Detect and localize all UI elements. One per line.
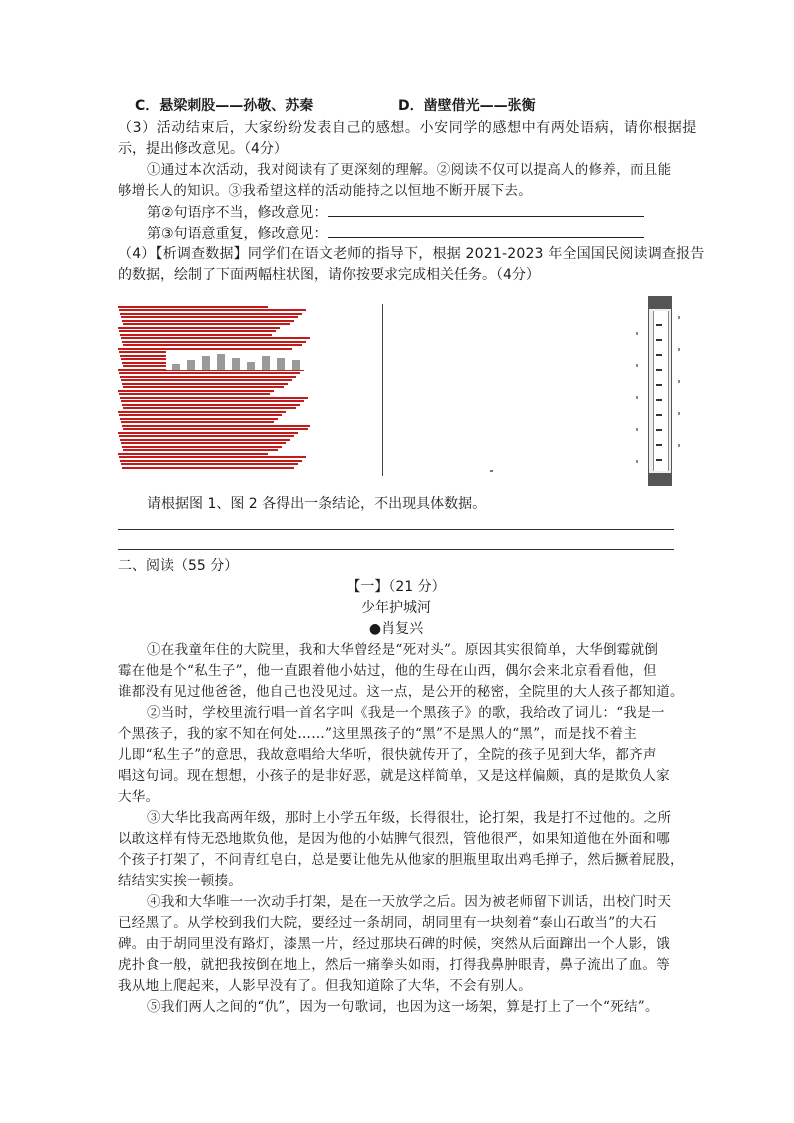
figure-1-noise-line [121, 316, 298, 318]
figure-1-noise-line [120, 334, 272, 336]
section-heading: 二、阅读（55 分） [118, 558, 239, 574]
story-line: ④我和大华唯一一次动手打架，是在一天放学之后。因为被老师留下训话，出校门时天 [147, 894, 672, 910]
story-line: 虎扑食一般，就把我按倒在地上，然后一痛拳头如雨，打得我鼻肿眼青，鼻子流出了血。等 [118, 957, 670, 973]
figure-1-noise-line [121, 442, 286, 444]
figure-1-noise-line [119, 393, 270, 395]
q4-prompt-line2: 的数据，绘制了下面两幅柱状图，请你按要求完成相关任务。（4分） [118, 267, 540, 283]
figure-1-noise-line [118, 306, 268, 308]
figure-1-bars [166, 350, 310, 370]
figure-1-noise-line [119, 330, 276, 332]
figure-1-bar [292, 360, 300, 370]
figure-1-noise-line [123, 449, 278, 451]
q3-prompt-line1: （3）活动结束后，大家纷纷发表自己的感想。小安同学的感想中有两处语病，请你根据提 [118, 120, 697, 136]
strip-top-cap [649, 297, 671, 309]
figure-1-noise-line [122, 383, 288, 385]
story-line: ①在我童年住的大院里，我和大华曾经是“死对头”。原因其实很简单，大华倒霉就倒 [147, 642, 659, 658]
figure-1-noise-line [120, 313, 302, 315]
story-title: 少年护城河 [361, 600, 431, 616]
story-author: ●肖复兴 [368, 621, 424, 637]
figure-1-noise-line [122, 425, 310, 427]
figure-2-side-mark [678, 316, 680, 319]
strip-bottom-cap [649, 473, 671, 485]
figure-1-noise-line [118, 432, 298, 434]
figure-1-noise-line [121, 463, 298, 465]
fix2-label: 第②句语序不当，修改意见： [147, 205, 328, 221]
figure-1-bar [247, 362, 255, 370]
fix2-answer-blank[interactable] [328, 202, 644, 217]
story-line: 已经黑了。从学校到我们大院，要经过一条胡同，胡同里有一块刻着“泰山石敢当”的大石 [118, 915, 657, 931]
figure-2-tick [656, 324, 662, 326]
figure-1-noise-line [123, 323, 290, 325]
figure-1-noise-line [122, 320, 294, 322]
figure-2-side-mark [678, 412, 680, 415]
figure-1-noise-line [122, 404, 300, 406]
figure-1-bar [202, 356, 210, 370]
figure-2-side-mark [636, 460, 638, 463]
q3-quote-line1: ①通过本次活动，我对阅读有了更深刻的理解。②阅读不仅可以提高人的修养，而且能 [147, 162, 672, 178]
figure-2-tick [656, 384, 662, 386]
figure-1-noise-line [120, 397, 308, 399]
figure-2-tick [656, 339, 662, 341]
figure-1-bar [277, 358, 285, 370]
figure-1-noise-line [120, 376, 296, 378]
figure-2-side-mark [636, 396, 638, 399]
figure-1-noise-line [123, 344, 302, 346]
figure-1-noise-line [121, 400, 304, 402]
figure-1-image [118, 304, 310, 472]
option-c: C．悬梁刺股——孙敬、苏秦 [135, 98, 314, 114]
story-line: 霉在他是个“私生子”，他一直跟着他小姑过，他的生母在山西，偶尔会来北京看看他，但 [118, 663, 657, 679]
figure-2-side-mark [678, 380, 680, 383]
q4-instruction: 请根据图 1、图 2 各得出一条结论，不出现具体数据。 [147, 496, 487, 512]
figure-2-side-mark [636, 364, 638, 367]
q3-quote-line2: 够增长人的知识。③我希望这样的活动能持之以恒地不断开展下去。 [118, 183, 532, 199]
story-line: 唱这句词。现在想想，小孩子的是非好恶，就是这样简单，又是这样偏颇，真的是欺负人家 [118, 768, 670, 784]
figure-2-tick [656, 459, 662, 461]
figure-1-bar [232, 358, 240, 370]
figure-2-side-mark [636, 428, 638, 431]
figure-1-noise-line [121, 337, 310, 339]
figure-2-tick [656, 399, 662, 401]
figure-1-noise-line [121, 421, 274, 423]
story-line: 儿即“私生子”的意思，我故意唱给大华听，很快就传开了，全院的孩子见到大华，都齐声 [118, 747, 657, 763]
figure-2-side-mark [678, 444, 680, 447]
figure-1-bar [262, 356, 270, 370]
figure-2-tick [656, 414, 662, 416]
story-line: 谁都没有见过他爸爸，他自己也没见过。这一点，是公开的秘密，全院里的大人孩子都知道。 [118, 684, 684, 700]
figure-1-noise-line [119, 435, 294, 437]
figure-1-bar [187, 360, 195, 370]
q4-prompt-line1: （4）【析调查数据】同学们在语文老师的指导下，根据 2021-2023 年全国国民阅读调查报告 [118, 246, 705, 262]
answer-line-2[interactable] [118, 549, 674, 550]
figure-2-tick [656, 429, 662, 431]
figure-1-noise-line [119, 414, 282, 416]
figure-divider [382, 304, 383, 476]
fix3-row [147, 223, 644, 244]
fix3-answer-blank[interactable] [328, 223, 644, 238]
story-line: 大华。 [118, 789, 160, 805]
answer-line-1[interactable] [118, 529, 674, 530]
story-line: 以敢这样有恃无恐地欺负他，是因为他的小姑脾气很烈，管他很严，如果知道他在外面和哪 [118, 831, 670, 847]
story-line: ③大华比我高两年级，那时上小学五年级，长得很壮，论打架，我是打不过他的。之所 [147, 810, 672, 826]
figure-2-image [634, 296, 684, 484]
figure-1-noise-line [119, 309, 306, 311]
figure-1-noise-line [120, 418, 278, 420]
figure-2-side-mark [678, 348, 680, 351]
story-line: 个黑孩子，我的家不知在何处……”这里黑孩子的“黑”不是黑人的“黑”，而是找不着主 [118, 726, 638, 742]
story-line: 碑。由于胡同里没有路灯，漆黑一片，经过那块石碑的时候，突然从后面蹿出一个人影，饿 [118, 936, 670, 952]
figure-1-bar [217, 354, 225, 370]
option-d: D．凿壁借光——张衡 [398, 98, 536, 114]
story-line: 结结实实挨一顿揍。 [118, 873, 243, 889]
figure-1-noise-line [118, 453, 268, 455]
figure-1-noise-line [119, 456, 306, 458]
figure-2-tick [656, 354, 662, 356]
part-title: 【一】（21 分） [346, 579, 446, 595]
figure-1-noise-line [118, 411, 286, 413]
story-line: ②当时，学校里流行唱一首名字叫《我是一个黑孩子》的歌，我给改了词儿：“我是一 [147, 705, 665, 721]
q3-prompt-line2: 示，提出修改意见。（4分） [118, 141, 288, 157]
chart-figures [118, 296, 686, 484]
figure-2-side-mark [636, 332, 638, 335]
story-line: 我从地上爬起来，人影早没有了。但我知道除了大华，不会有别人。 [118, 978, 532, 994]
figure-1-noise-line [123, 428, 308, 430]
figure-1-noise-line [123, 386, 284, 388]
figure-2-tick [656, 369, 662, 371]
stray-mark [490, 470, 493, 472]
figure-1-noise-line [122, 467, 294, 469]
figure-1-noise-line [119, 372, 300, 374]
story-line: ⑤我们两人之间的“仇”，因为一句歌词，也因为这一场架，算是打上了一个“死结”。 [147, 999, 659, 1015]
figure-1-noise-line [122, 446, 282, 448]
figure-1-noise-line [121, 379, 292, 381]
figure-1-noise-line [120, 439, 290, 441]
figure-1-noise-line [118, 327, 280, 329]
figure-1-noise-line [122, 341, 306, 343]
fix3-label: 第③句语意重复，修改意见： [147, 226, 328, 242]
story-line: 个孩子打架了，不问青红皂白，总是要让他先从他家的胆瓶里取出鸡毛掸子，然后撅着屁股， [118, 852, 684, 868]
figure-1-noise-line [123, 407, 296, 409]
fix2-row [147, 202, 644, 223]
figure-1-noise-line [118, 390, 274, 392]
figure-1-noise-line [120, 460, 302, 462]
figure-2-tick [656, 444, 662, 446]
strip-inner [653, 311, 669, 471]
figure-1-bar [172, 364, 180, 370]
